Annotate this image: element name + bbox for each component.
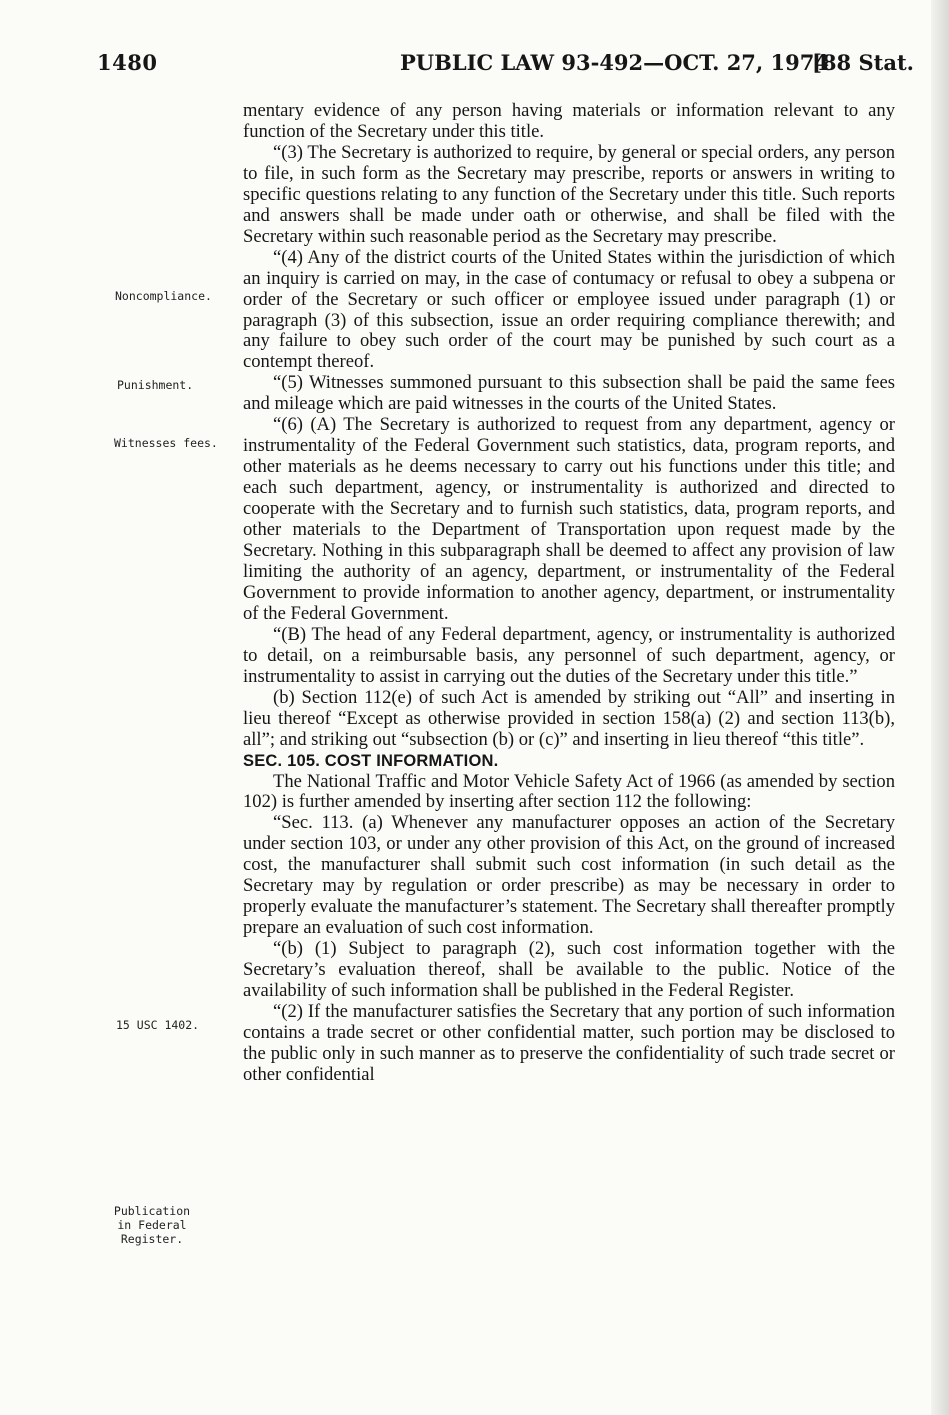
paragraph: “(B) The head of any Federal department, agency, or instrumentality is authorized to detail, on a reimbursable basis, any personnel of such department, agency, or instrumentality to assist in carrying out the duties of the Secretary under this title.” [243, 623, 895, 687]
margin-note-publication: Publication in Federal Register. [113, 1204, 191, 1246]
paragraph: “Sec. 113. (a) Whenever any manufacturer opposes an action of the Secretary under section 103, or under any other provision of this Act, on the ground of increased cost, the manufacturer shall submit such cost information (in such detail as the Secretary may by regulation or order prescribe) as may be necessary in order to properly evaluate the manufacturer’s statement. The Secretary shall thereafter promptly prepare an evaluation of such cost information. [243, 812, 895, 939]
paragraph: “(b) (1) Subject to paragraph (2), such cost information together with the Secretary’s evaluation thereof, shall be available to the public. Notice of the availability of such information shall be published in the Federal Register. [243, 938, 895, 1002]
paragraph: “(6) (A) The Secretary is authorized to request from any department, agency or instrumentality of the Federal Government such statistics, data, program reports, and other materials as he deems necessary to carry out his functions under this title; and each such department, agency, or instrumentality is authorized and directed to cooperate with the Secretary and to furnish such statistics, data, program reports, and other materials to the Department of Transportation upon request made by the Secretary. Nothing in this subparagraph shall be deemed to affect any provision of law limiting the authority of an agency, department, or instrumentality of the Federal Government to provide information to another agency, department, or instrumentality of the Federal Government. [243, 414, 895, 624]
scan-edge [931, 0, 949, 1415]
section-heading: SEC. 105. COST INFORMATION. [243, 751, 499, 770]
paragraph: “(3) The Secretary is authorized to require, by general or special orders, any person to file, in such form as the Secretary may prescribe, reports or answers in writing to specific questions relating to any function of the Secretary under this title. Such reports and answers shall be made under oath or otherwise, and shall be filed with the Secretary within such reasonable period as the Secretary may prescribe. [243, 141, 895, 247]
paragraph: “(5) Witnesses summoned pursuant to this subsection shall be paid the same fees and mileage which are paid witnesses in the courts of the United States. [243, 372, 895, 415]
paragraph: “(4) Any of the district courts of the United States within the jurisdiction of which an inquiry is carried on may, in the case of contumacy or refusal to obey a subpena or order of the Secretary or such officer or employee issued under paragraph (1) or paragraph (3) of this subsection, issue an order requiring compliance therewith; and any failure to obey such order of the court may be punished by such court as a contempt thereof. [243, 246, 895, 373]
volume-citation: [88 Stat. [812, 50, 914, 75]
paragraph: (b) Section 112(e) of such Act is amended by striking out “All” and inserting in lieu thereof “Except as otherwise provided in section 158(a) (2) and section 113(b), all”; and striking out “subsection (b) or (c)” and inserting in lieu thereof “this title”. [243, 686, 895, 750]
body-text [243, 101, 895, 1086]
paragraph: “(2) If the manufacturer satisfies the Secretary that any portion of such information contains a trade secret or other confidential matter, such portion may be disclosed to the public only in such manner as to preserve the confidentiality of such trade secret or other confidential [243, 1000, 895, 1085]
margin-note-noncompliance: Noncompliance. [115, 289, 212, 303]
page-number: 1480 [97, 50, 158, 75]
margin-note-witnesses-fees: Witnesses fees. [114, 436, 218, 450]
paragraph: The National Traffic and Motor Vehicle Safety Act of 1966 (as amended by section 102) is further amended by inserting after section 112 the following: [243, 770, 895, 813]
running-title: PUBLIC LAW 93-492—OCT. 27, 1974 [400, 50, 829, 75]
margin-note-usc-citation: 15 USC 1402. [116, 1018, 200, 1032]
paragraph: mentary evidence of any person having materials or information relevant to any function of the Secretary under this title. [243, 100, 895, 142]
margin-note-punishment: Punishment. [117, 378, 194, 392]
